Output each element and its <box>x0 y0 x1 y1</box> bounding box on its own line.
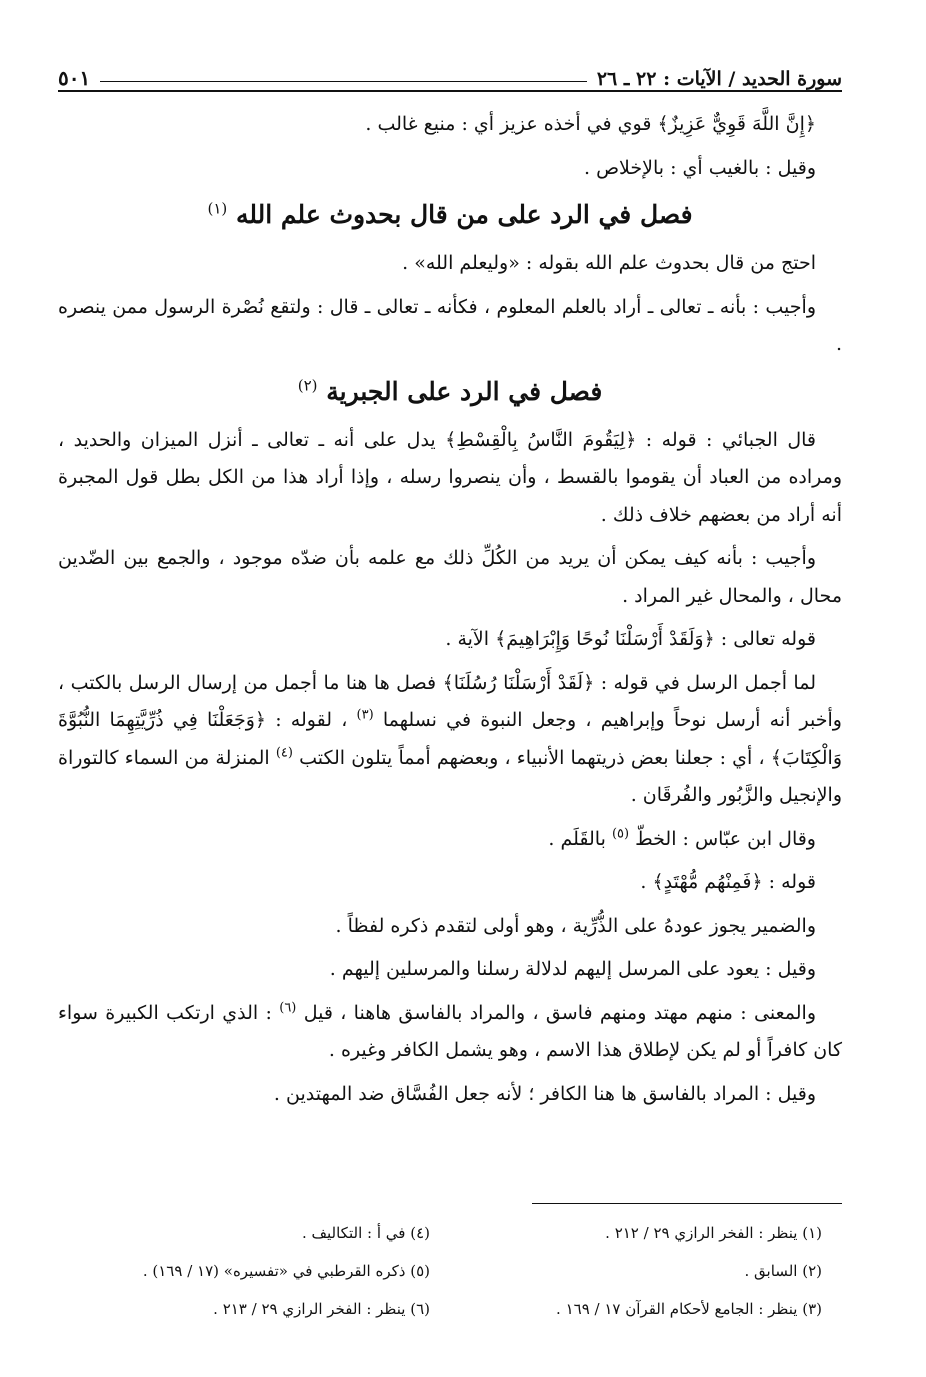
running-title: سورة الحديد / الآيات : ٢٢ ـ ٢٦ <box>596 68 842 90</box>
page-body <box>58 106 842 1113</box>
body-paragraph <box>58 665 842 815</box>
text-run: وقيل : بالغيب أي : بالإخلاص . <box>584 156 816 179</box>
text-run: وأجيب : بأنه كيف يمكن أن يريد من الكُلِّ ذلك مع علمه بأن ضدّه موجود ، والجمع بين الضّدين محال ، والمحال غير المراد . <box>58 547 842 607</box>
text-run: ، لقوله : ﴿وَجَعَلْنَا فِي ذُرِّيَّتِهِمَا النُّبُوَّةَ وَالْكِتَابَ﴾ ، أي : جعلنا بعض ذريتهما الأنبياء ، وبعضهم أمماً يتلون الكتب <box>58 709 843 769</box>
footnote-text: ينظر : الفخر الرازي ٢٩ / ٢١٣ . <box>213 1300 406 1318</box>
text-run: وقيل : يعود على المرسل إليهم لدلالة رسلنا والمرسلين إليهم . <box>329 958 816 980</box>
footnote-number: (٥) <box>410 1262 430 1280</box>
footnote-marker[interactable]: (٤) <box>275 745 293 761</box>
footnote-item <box>450 1290 842 1328</box>
footnote-text: السابق . <box>744 1262 798 1280</box>
footnote-marker[interactable]: (٣) <box>356 707 374 723</box>
text-run: والضمير يجوز عودهُ على الذُّرِّية ، وهو أولى لتقدم ذكره لفظاً . <box>335 914 816 937</box>
text-run: والمعنى : منهم مهتد ومنهم فاسق ، والمراد بالفاسق هاهنا ، قيل <box>303 1001 816 1024</box>
body-paragraph <box>58 621 842 659</box>
footnote-number: (٢) <box>802 1262 822 1280</box>
body-paragraph <box>58 422 842 535</box>
text-run: احتج من قال بحدوث علم الله بقوله : «وليعلم الله» . <box>402 252 816 274</box>
footnote-item <box>450 1214 842 1252</box>
body-paragraph <box>58 995 842 1070</box>
body-paragraph <box>58 106 842 144</box>
footnote-marker[interactable]: (٢) <box>297 376 318 395</box>
body-paragraph <box>58 908 842 946</box>
body-paragraph <box>58 289 842 364</box>
body-paragraph <box>58 245 842 283</box>
footnote-text: في أ : التكاليف . <box>301 1224 406 1242</box>
body-paragraph <box>58 150 842 188</box>
body-paragraph <box>58 540 842 615</box>
header-rule <box>100 81 587 82</box>
text-run: فصل في الرد على من قال بحدوث علم الله <box>235 200 693 229</box>
running-header <box>58 50 842 92</box>
footnote-separator <box>532 1203 842 1204</box>
text-run: فصل في الرد على الجبرية <box>326 376 603 406</box>
footnote-text: ذكره القرطبي في «تفسيره» (١٧ / ١٦٩) . <box>142 1262 406 1280</box>
footnote-marker[interactable]: (١) <box>207 199 228 218</box>
footnote-item <box>58 1252 450 1290</box>
body-paragraph <box>58 821 842 859</box>
text-run: قوله تعالى : ﴿وَلَقَدْ أَرْسَلْنَا نُوحًا وَإِبْرَاهِيمَ﴾ الآية . <box>445 628 816 650</box>
footnote-number: (١) <box>802 1224 822 1242</box>
text-run: قال الجبائي : قوله : ﴿لِيَقُومَ النَّاسُ بِالْقِسْطِ﴾ يدل على أنه ـ تعالى ـ أنزل الميزان والحديد ، ومراده من العباد أن يقوموا بالقسط ، وأن ينصروا رسله ، وإذا أراد هذا من الكل بطل قول المجبرة أنه أراد من بعضهم خلاف ذلك . <box>58 428 842 526</box>
footnote-marker[interactable]: (٦) <box>279 1000 297 1016</box>
body-paragraph <box>58 951 842 989</box>
body-paragraph <box>58 1076 842 1114</box>
text-run: : الذي ارتكب الكبيرة سواء كان كافراً أو لم يكن لإطلاق هذا الاسم ، وهو يشمل الكافر وغيره . <box>58 1001 842 1061</box>
footnote-item <box>58 1290 450 1328</box>
footnote-list <box>58 1214 842 1328</box>
footnote-item <box>58 1214 450 1252</box>
footnote-number: (٤) <box>410 1224 430 1242</box>
book-page <box>58 50 842 1119</box>
footnotes-section <box>58 1203 842 1328</box>
text-run: لما أجمل الرسل في قوله : ﴿لَقَدْ أَرْسَلْنَا رُسُلَنَا﴾ فصل ها هنا ما أجمل من إرسال الرسل بالكتب ، وأخبر أنه أرسل نوحاً وإبراهيم ، وجعل النبوة في نسلهما <box>58 671 842 731</box>
text-run: وأجيب : بأنه ـ تعالى ـ أراد بالعلم المعلوم ، فكأنه ـ تعالى ـ قال : ولتقع نُصْرة الرسول ممن ينصره . <box>58 295 842 355</box>
footnote-number: (٣) <box>802 1300 822 1318</box>
text-run: ﴿إِنَّ اللَّهَ قَوِيٌّ عَزِيزٌ﴾ قوي في أخذه عزيز أي : منيع غالب . <box>365 113 816 135</box>
text-run: بالقَلَم . <box>548 827 606 850</box>
footnote-text: ينظر : الفخر الرازي ٢٩ / ٢١٢ . <box>605 1224 798 1242</box>
text-run: المنزلة من السماء كالتوراة والإنجيل والزَّبُور والفُرقَان . <box>58 746 842 806</box>
body-paragraph <box>58 864 842 902</box>
footnote-number: (٦) <box>410 1300 430 1318</box>
section-heading <box>58 370 842 414</box>
footnote-item <box>450 1252 842 1290</box>
section-heading <box>58 193 842 237</box>
page-number: ٥٠١ <box>58 66 91 90</box>
text-run: وقيل : المراد بالفاسق ها هنا الكافر ؛ لأنه جعل الفُسَّاق ضد المهتدين . <box>273 1082 816 1105</box>
footnote-text: ينظر : الجامع لأحكام القرآن ١٧ / ١٦٩ . <box>556 1300 798 1318</box>
text-run: وقال ابن عبّاس : الخطّ <box>635 827 816 850</box>
footnote-marker[interactable]: (٥) <box>611 826 630 842</box>
text-run: قوله : ﴿فَمِنْهُم مُّهْتَدٍ﴾ . <box>640 871 816 893</box>
